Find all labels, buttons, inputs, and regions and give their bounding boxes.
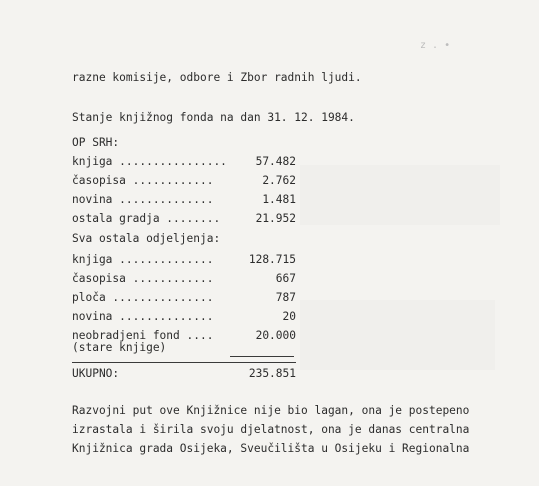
row-value: 787 [275, 291, 296, 304]
table-row [72, 291, 296, 305]
row-value: 667 [275, 272, 296, 285]
total-row [72, 367, 296, 381]
row-value: 57.482 [255, 155, 296, 168]
section-other-title: Sva ostala odjeljenja: [72, 232, 221, 245]
row-label: knjiga .............. [72, 253, 214, 266]
table-row [72, 155, 296, 169]
page-marks: z . • [420, 40, 451, 51]
row-value: 20.000 [255, 329, 296, 342]
table-row [72, 253, 296, 267]
table-row [72, 310, 296, 324]
row-note: (stare knjige) [72, 341, 167, 354]
intro-line: razne komisije, odbore i Zbor radnih ljudi. [72, 71, 362, 84]
bleed-through [300, 300, 495, 370]
row-label: neobradjeni fond .... [72, 329, 214, 342]
total-value: 235.851 [248, 367, 296, 380]
table-row [72, 272, 296, 286]
total-label: UKUPNO: [72, 367, 120, 380]
paragraph-line: Knjižnica grada Osijeka, Sveučilišta u Osijeku i Regionalna [72, 442, 470, 455]
table-row [72, 212, 296, 226]
row-label: ploča ............... [72, 291, 214, 304]
row-value: 21.952 [255, 212, 296, 225]
section-op-title: OP SRH: [72, 136, 120, 149]
row-value: 128.715 [248, 253, 296, 266]
row-label: novina .............. [72, 310, 214, 323]
row-label: ostala gradja ........ [72, 212, 221, 225]
paragraph-line: izrastala i širila svoju djelatnost, ona je danas centralna [72, 423, 470, 436]
row-label: časopisa ............ [72, 272, 214, 285]
total-rule [72, 362, 296, 363]
row-label: knjiga ................ [72, 155, 227, 168]
row-value: 20 [282, 310, 296, 323]
table-row [72, 193, 296, 207]
row-label: novina .............. [72, 193, 214, 206]
stock-heading: Stanje knjižnog fonda na dan 31. 12. 1984. [72, 111, 355, 124]
row-label: časopisa ............ [72, 174, 214, 187]
row-value: 2.762 [262, 174, 296, 187]
table-row [72, 174, 296, 188]
bleed-through [300, 165, 500, 225]
paragraph-line: Razvojni put ove Knjižnice nije bio lagan, ona je postepeno [72, 404, 470, 417]
row-value: 1.481 [262, 193, 296, 206]
sum-rule [230, 356, 294, 357]
